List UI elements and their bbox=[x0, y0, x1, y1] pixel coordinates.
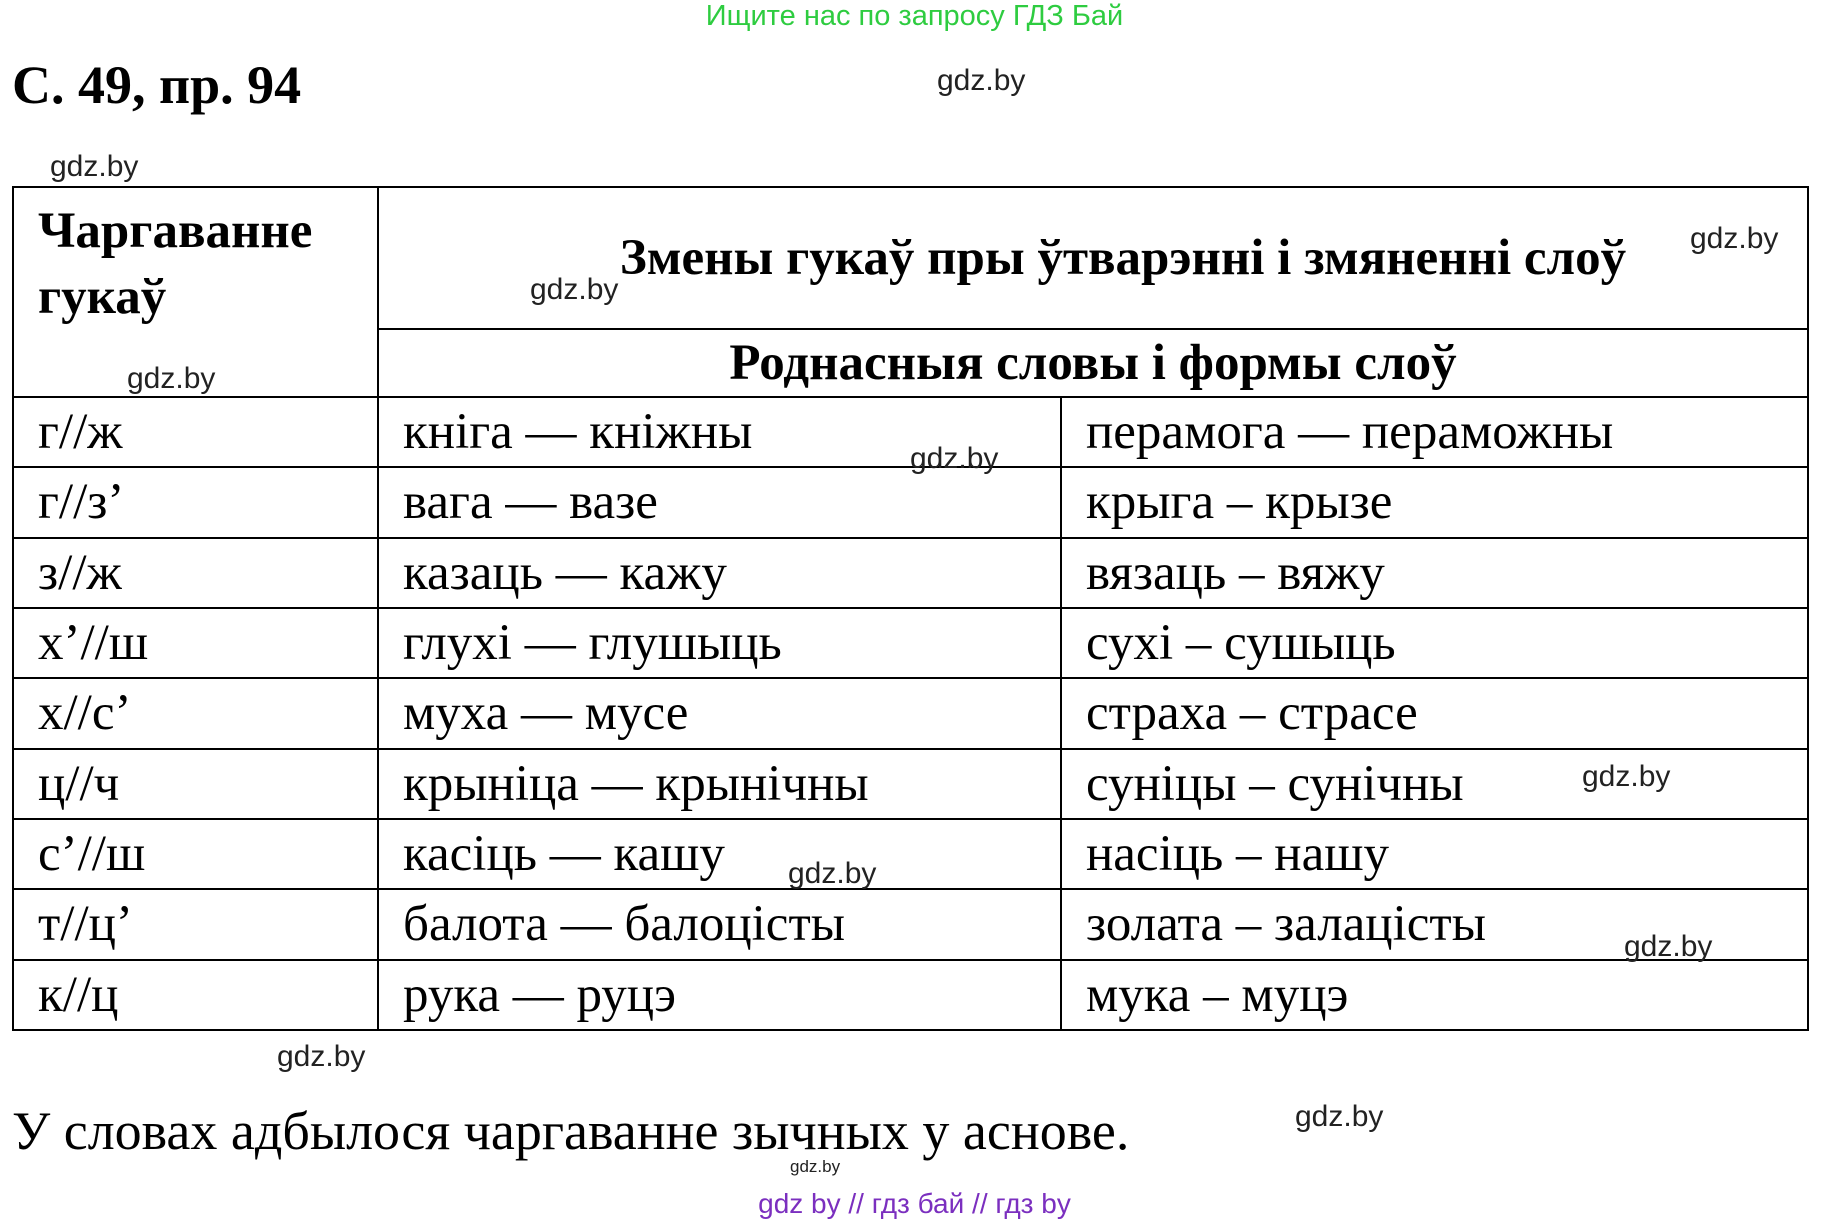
alternation-cell: з//ж bbox=[13, 538, 378, 608]
table-row bbox=[13, 889, 1808, 959]
alternation-cell: т//ц’ bbox=[13, 889, 378, 959]
page-title: С. 49, пр. 94 bbox=[12, 55, 302, 115]
watermark: gdz.by bbox=[277, 1040, 366, 1073]
example-cell-2: суніцы – сунічны bbox=[1061, 749, 1808, 819]
conclusion-text: У словах адбылося чаргаванне зычных у аснове. bbox=[12, 1101, 1130, 1161]
alternation-cell: к//ц bbox=[13, 960, 378, 1030]
example-cell-1: казаць — кажу bbox=[378, 538, 1061, 608]
alternation-cell: х’//ш bbox=[13, 608, 378, 678]
example-cell-1: балота — балоцісты bbox=[378, 889, 1061, 959]
example-cell-2: золата – залацісты bbox=[1061, 889, 1808, 959]
watermark: gdz.by bbox=[1582, 760, 1671, 793]
example-cell-1: кніга — кніжны bbox=[378, 397, 1061, 467]
watermark: gdz.by bbox=[910, 442, 999, 475]
alternation-cell: х//с’ bbox=[13, 678, 378, 748]
example-cell-1: рука — руцэ bbox=[378, 960, 1061, 1030]
header-changes bbox=[378, 187, 1808, 329]
example-cell-1: глухі — глушыць bbox=[378, 608, 1061, 678]
header-related-words: Роднасныя словы і формы слоў bbox=[378, 329, 1808, 397]
table-row bbox=[13, 960, 1808, 1030]
header-alternation: Чаргаванне гукаў bbox=[13, 187, 378, 397]
example-cell-2: мука – муцэ bbox=[1061, 960, 1808, 1030]
example-cell-2: насіць – нашу bbox=[1061, 819, 1808, 889]
watermark: gdz.by bbox=[790, 1157, 841, 1176]
example-cell-1: муха — мусе bbox=[378, 678, 1061, 748]
top-banner: Ищите нас по запросу ГДЗ Бай bbox=[705, 0, 1124, 32]
watermark: gdz.by bbox=[1690, 222, 1779, 255]
footer-links: gdz by // гдз бай // гдз by bbox=[758, 1188, 1071, 1219]
alternation-table bbox=[12, 186, 1809, 1031]
table-header-row bbox=[13, 187, 1808, 329]
table-row bbox=[13, 819, 1808, 889]
table-row bbox=[13, 538, 1808, 608]
table-row bbox=[13, 467, 1808, 537]
example-cell-1: касіць — кашу bbox=[378, 819, 1061, 889]
table-row bbox=[13, 608, 1808, 678]
watermark: gdz.by bbox=[127, 362, 216, 395]
header-changes-label: Змены гукаў пры ўтварэнні і змяненні слоў bbox=[619, 230, 1627, 286]
watermark: gdz.by bbox=[788, 857, 877, 890]
example-cell-2: крыга – крызе bbox=[1061, 467, 1808, 537]
watermark: gdz.by bbox=[937, 64, 1026, 97]
example-cell-1: крыніца — крынічны bbox=[378, 749, 1061, 819]
watermark: gdz.by bbox=[1295, 1100, 1384, 1133]
alternation-cell: ц//ч bbox=[13, 749, 378, 819]
alternation-cell: с’//ш bbox=[13, 819, 378, 889]
example-cell-2: сухі – сушыць bbox=[1061, 608, 1808, 678]
example-cell-2: вязаць – вяжу bbox=[1061, 538, 1808, 608]
watermark: gdz.by bbox=[50, 150, 139, 183]
watermark: gdz.by bbox=[530, 273, 619, 306]
example-cell-2: страха – страсе bbox=[1061, 678, 1808, 748]
example-cell-1: вага — вазе bbox=[378, 467, 1061, 537]
table-row bbox=[13, 749, 1808, 819]
watermark: gdz.by bbox=[1624, 930, 1713, 963]
alternation-cell: г//ж bbox=[13, 397, 378, 467]
example-cell-2: перамога — пераможны bbox=[1061, 397, 1808, 467]
table-row bbox=[13, 678, 1808, 748]
alternation-cell: г//з’ bbox=[13, 467, 378, 537]
